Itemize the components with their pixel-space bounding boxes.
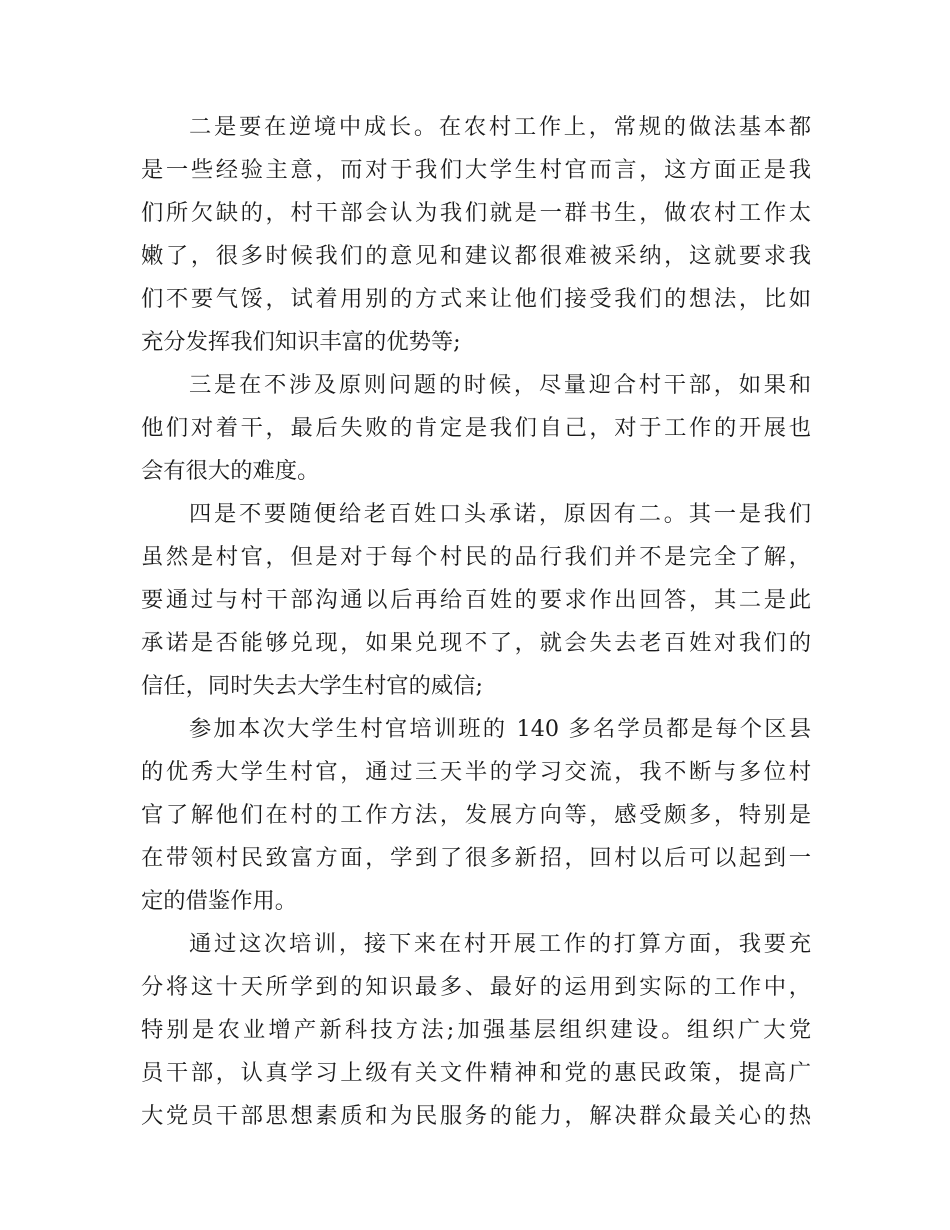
text-line: 二是要在逆境中成长。在农村工作上，常规的做法基本都 — [189, 114, 811, 140]
text-line: 承诺是否能够兑现，如果兑现不了，就会失去老百姓对我们的 — [141, 630, 811, 656]
text-line: 的优秀大学生村官，通过三天半的学习交流，我不断与多位村 — [141, 759, 811, 785]
paragraph — [141, 708, 811, 923]
text-line: 三是在不涉及原则问题的时候，尽量迎合村干部，如果和 — [189, 372, 811, 398]
text-line: 是一些经验主意，而对于我们大学生村官而言，这方面正是我 — [141, 157, 811, 183]
paragraph — [141, 106, 811, 364]
paragraph — [141, 493, 811, 708]
text-line: 们不要气馁，试着用别的方式来让他们接受我们的想法，比如 — [141, 286, 811, 312]
text-line: 充分发挥我们知识丰富的优势等; — [141, 329, 461, 355]
text-line: 虽然是村官，但是对于每个村民的品行我们并不是完全了解， — [141, 544, 811, 570]
text-line: 参加本次大学生村官培训班的 140 多名学员都是每个区县 — [189, 716, 811, 742]
text-line: 要通过与村干部沟通以后再给百姓的要求作出回答，其二是此 — [141, 587, 811, 613]
text-line: 官了解他们在村的工作方法，发展方向等，感受颇多，特别是 — [141, 802, 811, 828]
text-line: 特别是农业增产新科技方法;加强基层组织建设。组织广大党 — [141, 1017, 811, 1043]
text-line: 会有很大的难度。 — [141, 458, 320, 484]
paragraph — [141, 364, 811, 493]
text-line: 四是不要随便给老百姓口头承诺，原因有二。其一是我们 — [189, 501, 811, 527]
text-line: 们所欠缺的，村干部会认为我们就是一群书生，做农村工作太 — [141, 200, 811, 226]
text-line: 大党员干部思想素质和为民服务的能力，解决群众最关心的热 — [141, 1103, 811, 1129]
paragraph — [141, 923, 811, 1138]
text-line: 嫩了，很多时候我们的意见和建议都很难被采纳，这就要求我 — [141, 243, 811, 269]
text-line: 信任，同时失去大学生村官的威信; — [141, 673, 483, 699]
text-line: 员干部，认真学习上级有关文件精神和党的惠民政策，提高广 — [141, 1060, 811, 1086]
text-line: 在带领村民致富方面，学到了很多新招，回村以后可以起到一 — [141, 845, 811, 871]
text-line: 通过这次培训，接下来在村开展工作的打算方面，我要充 — [189, 931, 811, 957]
text-line: 分将这十天所学到的知识最多、最好的运用到实际的工作中， — [141, 974, 811, 1000]
document-body — [141, 106, 811, 1138]
text-line: 定的借鉴作用。 — [141, 888, 298, 914]
text-line: 他们对着干，最后失败的肯定是我们自己，对于工作的开展也 — [141, 415, 811, 441]
